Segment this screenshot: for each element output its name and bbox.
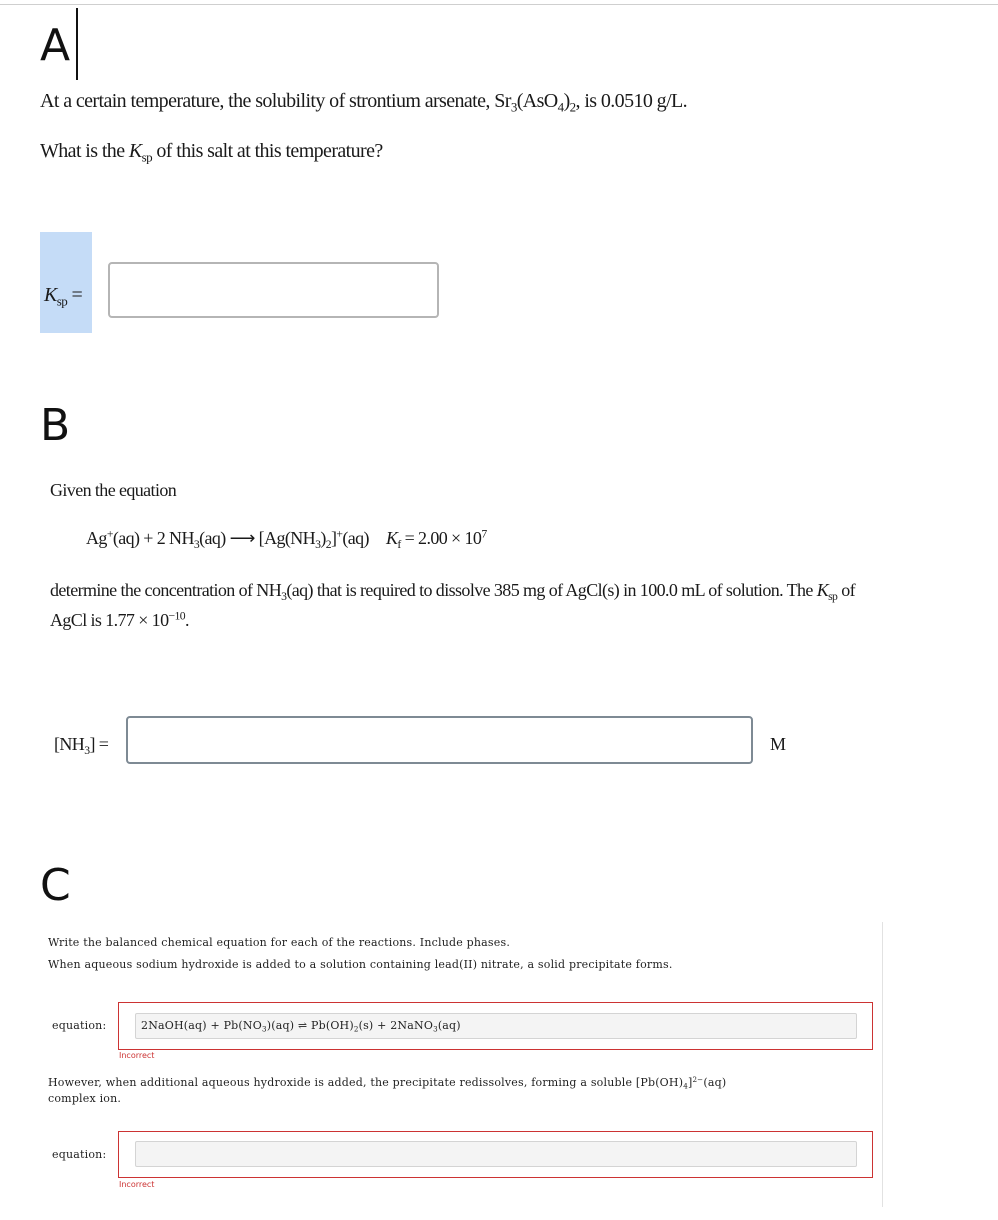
subscript: 3 — [433, 1024, 438, 1034]
section-b-letter: B — [40, 400, 71, 451]
part-b-body-line1 — [50, 580, 856, 604]
ksp-symbol: K — [128, 140, 142, 162]
top-divider — [0, 4, 998, 5]
ksp-answer-label — [44, 284, 82, 307]
ksp-symbol: K — [44, 284, 57, 306]
equation-text: (s) + 2NaNO — [358, 1019, 434, 1032]
subscript: 2 — [353, 1024, 359, 1034]
equation-2-label: equation: — [52, 1148, 107, 1161]
equation-1-status: Incorrect — [119, 1051, 155, 1060]
statement-text: ) — [563, 90, 570, 112]
statement-text: , is 0.0510 g/L. — [575, 90, 688, 112]
part-c-instruction: Write the balanced chemical equation for each of the reactions. Include phases. — [48, 936, 511, 949]
question-text: What is the — [40, 140, 129, 162]
body-text: (aq) that is required to dissolve 385 mg of AgCl(s) in 100.0 mL of solution. The — [286, 580, 817, 600]
question-text: of this salt at this temperature? — [152, 140, 383, 162]
part-c-scenario-1: When aqueous sodium hydroxide is added to a solution containing lead(II) nitrate, a solid precipitate forms. — [48, 958, 673, 971]
body-text: of — [837, 580, 856, 600]
nh3-answer-label — [54, 734, 109, 758]
ksp-answer-input[interactable] — [108, 262, 439, 318]
part-b-intro: Given the equation — [50, 480, 177, 500]
equation-text: )(aq) ⇌ Pb(OH) — [266, 1019, 354, 1032]
equals-sign: = — [67, 284, 83, 306]
subscript: f — [397, 538, 401, 552]
equation-text: Ag — [86, 528, 107, 548]
subscript: sp — [141, 149, 152, 165]
kf-text: = 2.00 × 10 — [400, 528, 482, 548]
superscript: 2− — [692, 1075, 704, 1085]
equation-text: ] — [330, 528, 337, 548]
panel-divider — [882, 922, 883, 1207]
scenario-text: ] — [687, 1076, 693, 1089]
subscript: 4 — [557, 99, 564, 115]
superscript: 7 — [481, 527, 487, 541]
subscript: 4 — [683, 1081, 688, 1091]
scenario-text: (aq) — [703, 1076, 727, 1089]
superscript: + — [336, 527, 343, 541]
section-c-letter: C — [40, 860, 71, 911]
equation-text: (aq) ⟶ [Ag(NH — [199, 528, 316, 548]
nh3-answer-input[interactable] — [126, 716, 753, 764]
equation-text: 2NaOH(aq) + Pb(NO — [141, 1019, 262, 1032]
part-b-equation — [86, 527, 369, 552]
subscript: 3 — [84, 744, 90, 758]
subscript: sp — [828, 590, 838, 604]
part-a-statement — [40, 90, 687, 113]
label-text: [NH — [54, 734, 85, 754]
subscript: 2 — [325, 538, 331, 552]
equation-1-label: equation: — [52, 1019, 107, 1032]
subscript: sp — [56, 293, 68, 309]
part-c-scenario-2-line2: complex ion. — [48, 1092, 122, 1105]
superscript: + — [106, 527, 113, 541]
equation-text: (aq) + 2 NH — [112, 528, 194, 548]
body-text: . — [184, 610, 189, 630]
equation-1-value — [141, 1019, 461, 1032]
equation-2-status: Incorrect — [119, 1180, 155, 1189]
body-text: determine the concentration of NH — [50, 580, 282, 600]
kf-symbol: K — [386, 528, 398, 548]
statement-text: (AsO — [516, 90, 558, 112]
section-a-letter: A — [40, 20, 71, 71]
body-text: AgCl is 1.77 × 10 — [50, 610, 169, 630]
scenario-text: However, when additional aqueous hydroxide is added, the precipitate redissolves, forming a soluble [Pb(OH) — [48, 1076, 684, 1089]
part-c-scenario-2 — [48, 1076, 726, 1089]
subscript: 2 — [569, 99, 576, 115]
part-b-body-line2 — [50, 610, 189, 631]
equation-1-input[interactable] — [135, 1013, 857, 1039]
part-a-question — [40, 140, 383, 163]
equation-text: (aq) — [342, 528, 369, 548]
text-cursor — [76, 8, 78, 80]
subscript: 3 — [261, 1024, 267, 1034]
molarity-unit: M — [770, 734, 787, 754]
equation-2-input[interactable] — [135, 1141, 857, 1167]
superscript: −10 — [168, 609, 185, 623]
ksp-symbol: K — [816, 580, 829, 600]
subscript: 3 — [281, 590, 287, 604]
subscript: 3 — [315, 538, 321, 552]
equation-text: (aq) — [437, 1019, 461, 1032]
subscript: 3 — [193, 538, 200, 552]
subscript: 3 — [510, 99, 517, 115]
equation-text: ) — [320, 528, 326, 548]
kf-value — [386, 527, 487, 552]
ksp-label-highlight — [40, 232, 92, 333]
label-text: ] = — [89, 734, 109, 754]
statement-text: At a certain temperature, the solubility of strontium arsenate, Sr — [40, 90, 511, 112]
